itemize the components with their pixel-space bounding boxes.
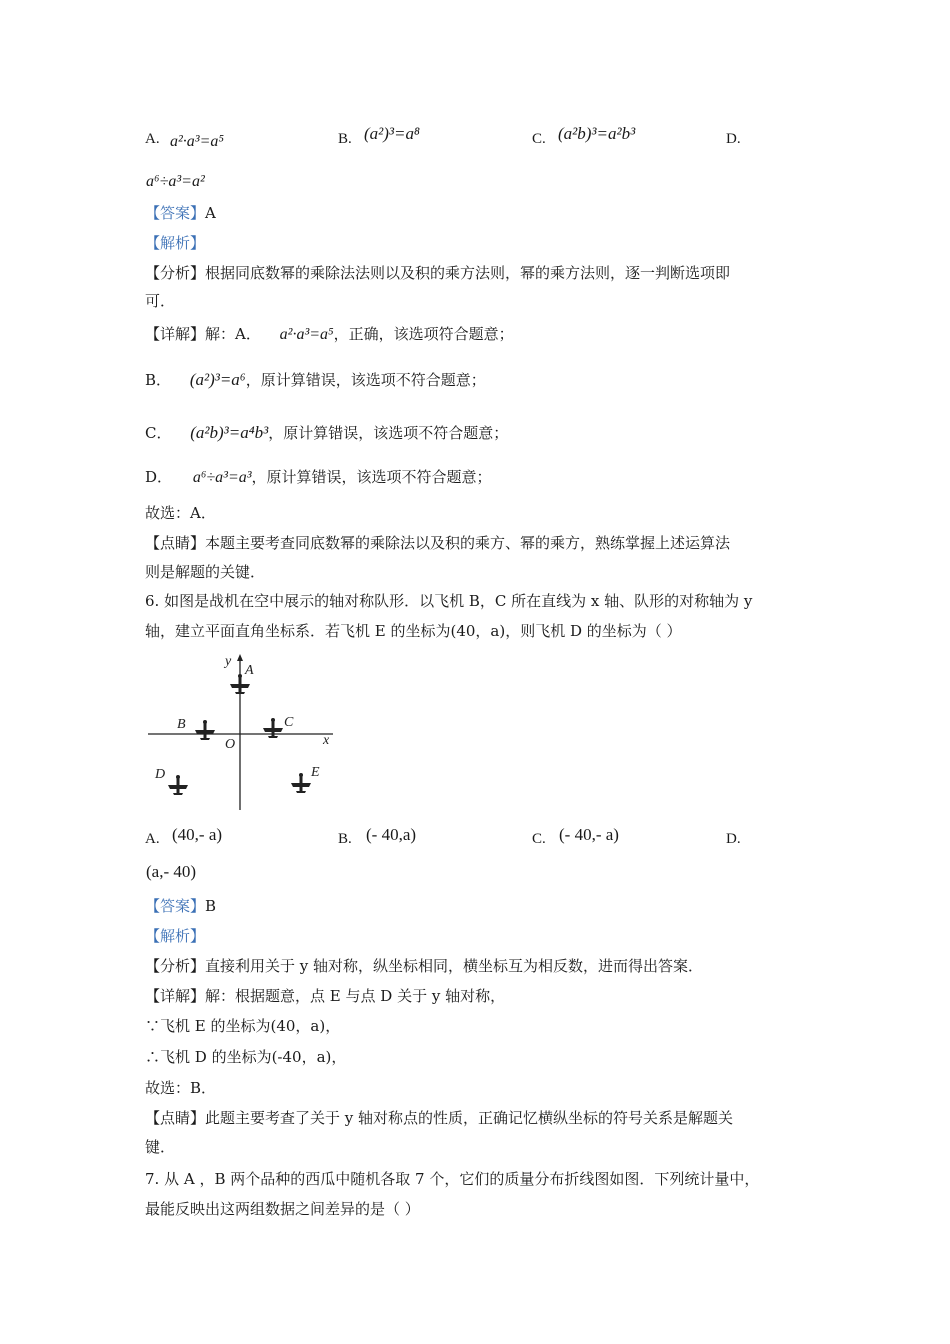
q6-option-b-expr: (- 40,a) xyxy=(366,825,417,844)
q6-stem-line2: 轴，建立平面直角坐标系．若飞机 E 的坐标为(40，a)，则飞机 D 的坐标为（ ） xyxy=(145,622,682,640)
q6-therefore: ∴飞机 D 的坐标为(-40，a)， xyxy=(145,1048,347,1066)
q6-dianjing-line2: 键． xyxy=(145,1138,176,1156)
q5-fenxi-line1: 【分析】根据同底数幂的乘除法法则以及积的乘方法则，幂的乘方法则，逐一判断选项即 xyxy=(145,264,731,282)
q5-option-d-expr: a⁶÷a³=a² xyxy=(146,173,205,190)
q5-option-c-label: C. xyxy=(532,131,546,147)
x-label: x xyxy=(323,733,330,748)
q6-stem-line1: 6. 如图是战机在空中展示的轴对称队形．以飞机 B，C 所在直线为 x 轴、队形的对称轴为 y xyxy=(145,592,753,610)
q6-option-a-label: A. xyxy=(145,831,160,847)
q6-option-a-expr: (40,- a) xyxy=(172,825,223,844)
plane-a-label: A xyxy=(245,663,254,678)
q5-dianjing-line1: 【点睛】本题主要考查同底数幂的乘除法以及积的乘方、幂的乘方，熟练掌握上述运算法 xyxy=(145,534,731,552)
q5-xiangjie-b: B． (a²)³=a⁶，原计算错误，该选项不符合题意； xyxy=(145,370,486,389)
q6-formation-diagram xyxy=(143,650,343,815)
q5-option-c-expr: (a²b)³=a²b³ xyxy=(558,124,636,143)
q6-fenxi: 【分析】直接利用关于 y 轴对称，纵坐标相同，横坐标互为相反数，进而得出答案． xyxy=(145,957,704,975)
plane-e-icon xyxy=(291,773,311,793)
q6-option-c-label: C. xyxy=(532,831,546,847)
q5-xiangjie-c: C． (a²b)³=a⁴b³，原计算错误，该选项不符合题意； xyxy=(145,423,509,442)
plane-c-label: C xyxy=(284,715,294,730)
q6-option-c-expr: (- 40,- a) xyxy=(559,825,619,844)
q6-choose: 故选：B． xyxy=(145,1079,217,1097)
q5-option-d-label: D. xyxy=(726,131,741,147)
q7-stem-line1: 7. 从 A ，B 两个品种的西瓜中随机各取 7 个，它们的质量分布折线图如图．下列统计量中， xyxy=(145,1170,760,1188)
q6-because: ∵飞机 E 的坐标为(40，a)， xyxy=(145,1017,341,1035)
plane-b-icon xyxy=(195,720,215,740)
plane-d-icon xyxy=(168,775,188,795)
q5-fenxi-line2: 可． xyxy=(145,292,176,310)
q6-option-b-label: B. xyxy=(338,831,352,847)
q5-xiangjie-d: D． a⁶÷a³=a³，原计算错误，该选项不符合题意； xyxy=(145,468,492,486)
q5-answer: 【答案】A xyxy=(145,204,216,222)
q6-option-d-label: D. xyxy=(726,831,741,847)
plane-d-label: D xyxy=(155,767,166,782)
q5-option-a-label: A. xyxy=(145,131,160,147)
q5-choose: 故选：A． xyxy=(145,504,216,522)
q5-dianjing-line2: 则是解题的关键． xyxy=(145,563,266,581)
q5-xiangjie-a: 【详解】解：A． a²·a³=a⁵，正确，该选项符合题意； xyxy=(145,325,514,343)
q5-analysis-tag: 【解析】 xyxy=(145,234,206,252)
origin-label: O xyxy=(225,737,236,752)
y-axis-arrow-icon xyxy=(237,654,243,661)
y-label: y xyxy=(225,654,232,669)
q6-option-d-expr: (a,- 40) xyxy=(146,862,197,881)
plane-e-label: E xyxy=(311,765,320,780)
plane-c-icon xyxy=(263,718,283,738)
q5-option-b-label: B. xyxy=(338,131,352,147)
q6-dianjing-line1: 【点睛】此题主要考查了关于 y 轴对称点的性质，正确记忆横纵坐标的符号关系是解题关 xyxy=(145,1109,734,1127)
q5-option-b-expr: (a²)³=a⁸ xyxy=(364,124,420,143)
q5-option-a-expr: a²·a³=a⁵ xyxy=(170,133,224,150)
q6-answer: 【答案】B xyxy=(145,897,217,915)
q7-stem-line2: 最能反映出这两组数据之间差异的是（ ） xyxy=(145,1200,420,1218)
plane-b-label: B xyxy=(177,717,186,732)
q6-xiangjie: 【详解】解：根据题意，点 E 与点 D 关于 y 轴对称， xyxy=(145,987,506,1005)
q6-analysis-tag: 【解析】 xyxy=(145,927,206,945)
